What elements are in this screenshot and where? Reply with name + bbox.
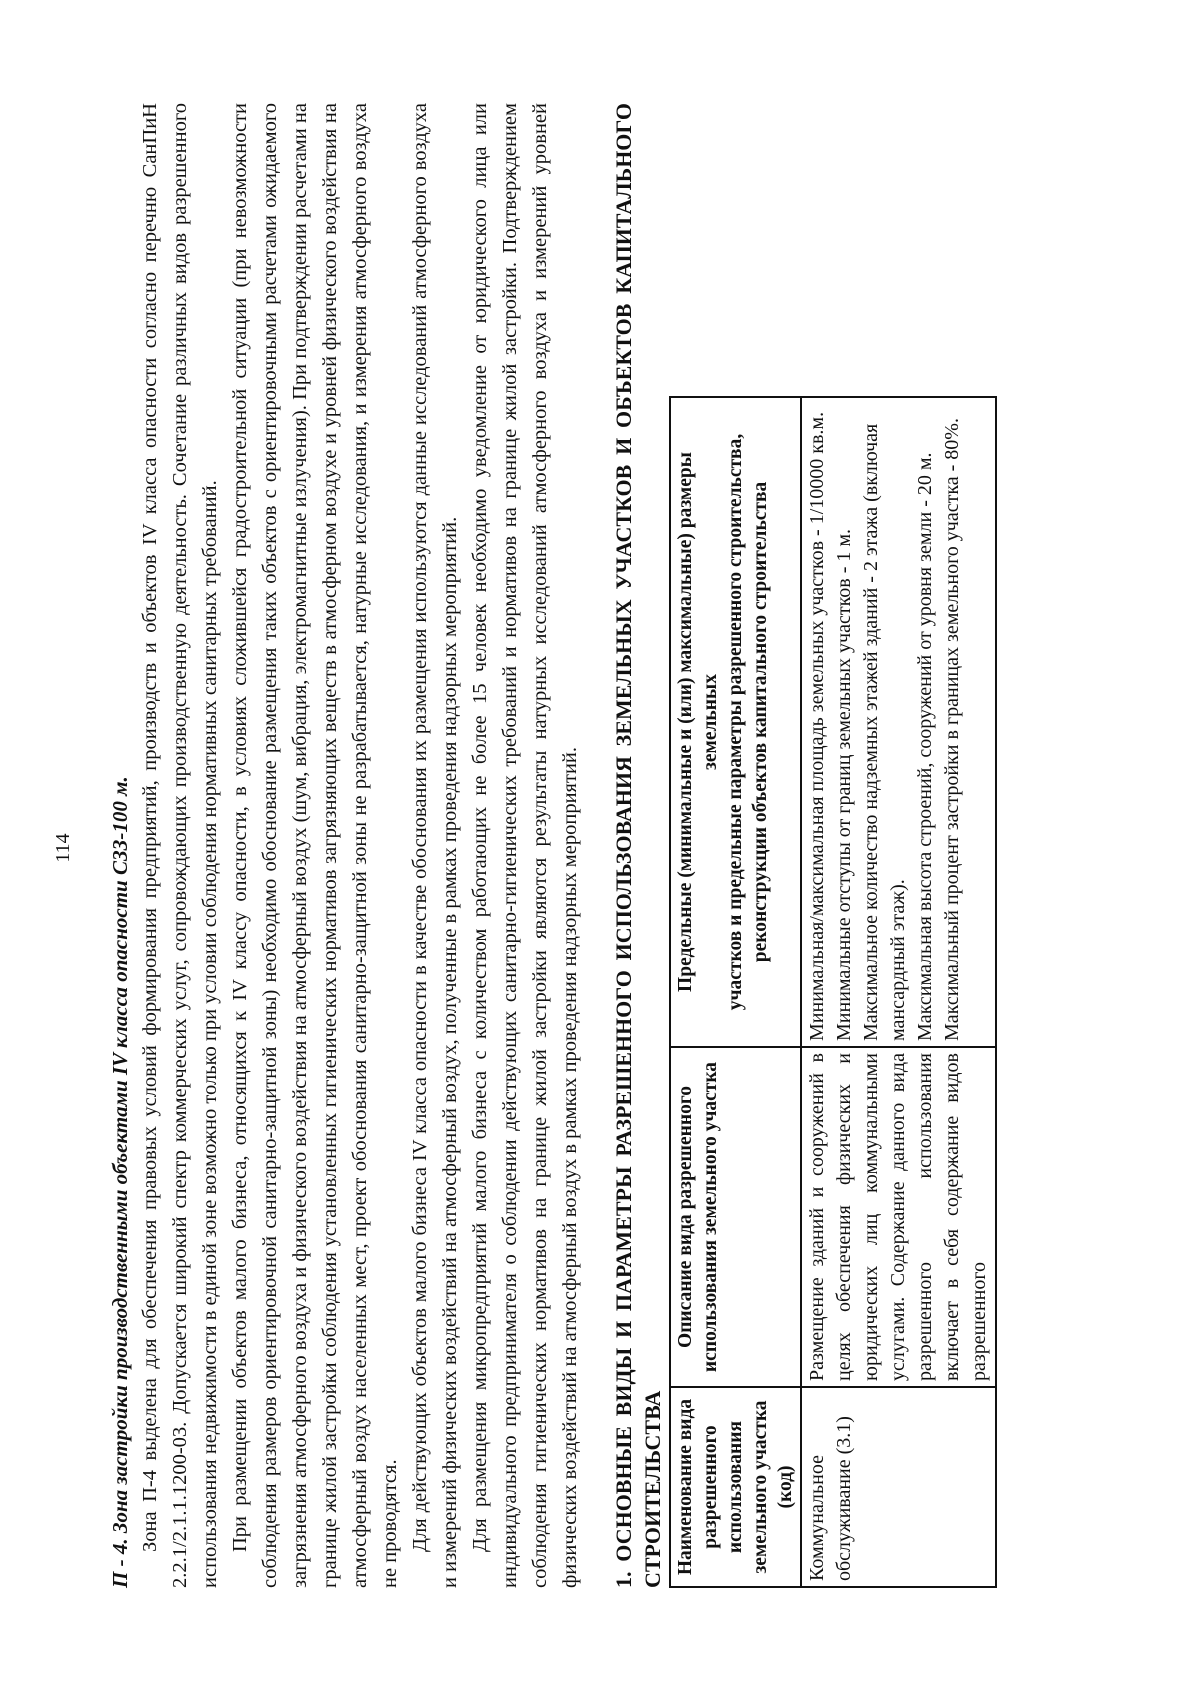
header-description: Описание вида разрешенного использования земельного участка — [670, 1047, 801, 1387]
cell-description: Размещение зданий и сооружений в целях обеспечения физических и юридических лиц коммунальными услугами. Содержание данного вида разрешенного использования включает в себя содержание видов разрешенного — [801, 1047, 996, 1387]
header-parameters: Предельные (минимальные и (или) максимальные) размеры земельных участков и предельные параметры разрешенного строительства, реконструкции объектов капитального строительства — [670, 397, 801, 1047]
table-row — [801, 397, 996, 1587]
land-use-table — [669, 396, 997, 1588]
section-title: 1. ОСНОВНЫЕ ВИДЫ И ПАРАМЕТРЫ РАЗРЕШЕННОГО ИСПОЛЬЗОВАНИЯ ЗЕМЕЛЬНЫХ УЧАСТКОВ И ОБЪЕКТОВ КАПИТАЛЬНОГО СТРОИТЕЛЬСТВА — [611, 103, 665, 1588]
cell-parameters: Минимальная/максимальная площадь земельных участков - 1/10000 кв.м. Минимальные отступы от границ земельных участков - 1 м. Максимальное количество надземных этажей зданий - 2 этажа (включая мансардный этаж). Максимальная высота строений, сооружений от уровня земли - 20 м. Максимальный процент застройки в границах земельного участка - 80%. — [801, 397, 996, 1047]
paragraph-1: Зона П-4 выделена для обеспечения правовых условий формирования предприятий, производств и объектов IV класса опасности согласно перечню СанПиН 2.2.1/2.1.1.1200-03. Допускается широкий спектр коммерческих услуг, сопровождающих производственную деятельность. Сочетание различных видов разрешенного использования недвижимости в единой зоне возможно только при условии соблюдения нормативных санитарных требований. — [139, 103, 221, 1588]
paragraph-2: При размещении объектов малого бизнеса, относящихся к IV классу опасности, в условиях сложившейся градостроительной ситуации (при невозможности соблюдения размеров ориентировочной санитарно-защитной зоны) необходимо обоснование размещения таких объектов с ориентировочными расчетами ожидаемого загрязнения атмосферного воздуха и физического воздействия на атмосферный воздух (шум, вибрация, электромагнитные излучения). При подтверждении расчетами на границе жилой застройки соблюдения установленных гигиенических нормативов загрязняющих веществ в атмосферном воздухе и уровней физического воздействия на атмосферный воздух населенных мест, проект обоснования санитарно-защитной зоны не разрабатывается, натурные исследования, и измерения атмосферного воздуха не проводятся. — [229, 103, 401, 1588]
paragraph-4: Для размещения микропредприятий малого бизнеса с количеством работающих не более 15 человек необходимо уведомление от юридического лица или индивидуального предпринимателя о соблюдении действующих санитарно-гигиенических требований и нормативов на границе жилой застройки. Подтверждением соблюдения гигиенических нормативов на границе жилой застройки являются результаты натурных исследований атмосферного воздуха и измерений уровней физических воздействий на атмосферный воздух в рамках проведения надзорных мероприятий. — [469, 103, 581, 1588]
page-number: 114 — [52, 833, 74, 863]
zone-heading: П - 4. Зона застройки производственными объектами IV класса опасности СЗЗ-100 м. — [108, 776, 132, 1588]
paragraph-3: Для действующих объектов малого бизнеса IV класса опасности в качестве обоснования их размещения используются данные исследований атмосферного воздуха и измерений физических воздействий на атмосферный воздух, полученные в рамках проведения надзорных мероприятий. — [409, 103, 461, 1588]
cell-land-use-name: Коммунальное обслуживание (3.1) — [801, 1387, 996, 1587]
document-body — [105, 103, 997, 1588]
table-header-row — [670, 397, 801, 1587]
header-land-use-name: Наименование вида разрешенного использования земельного участка (код) — [670, 1387, 801, 1587]
